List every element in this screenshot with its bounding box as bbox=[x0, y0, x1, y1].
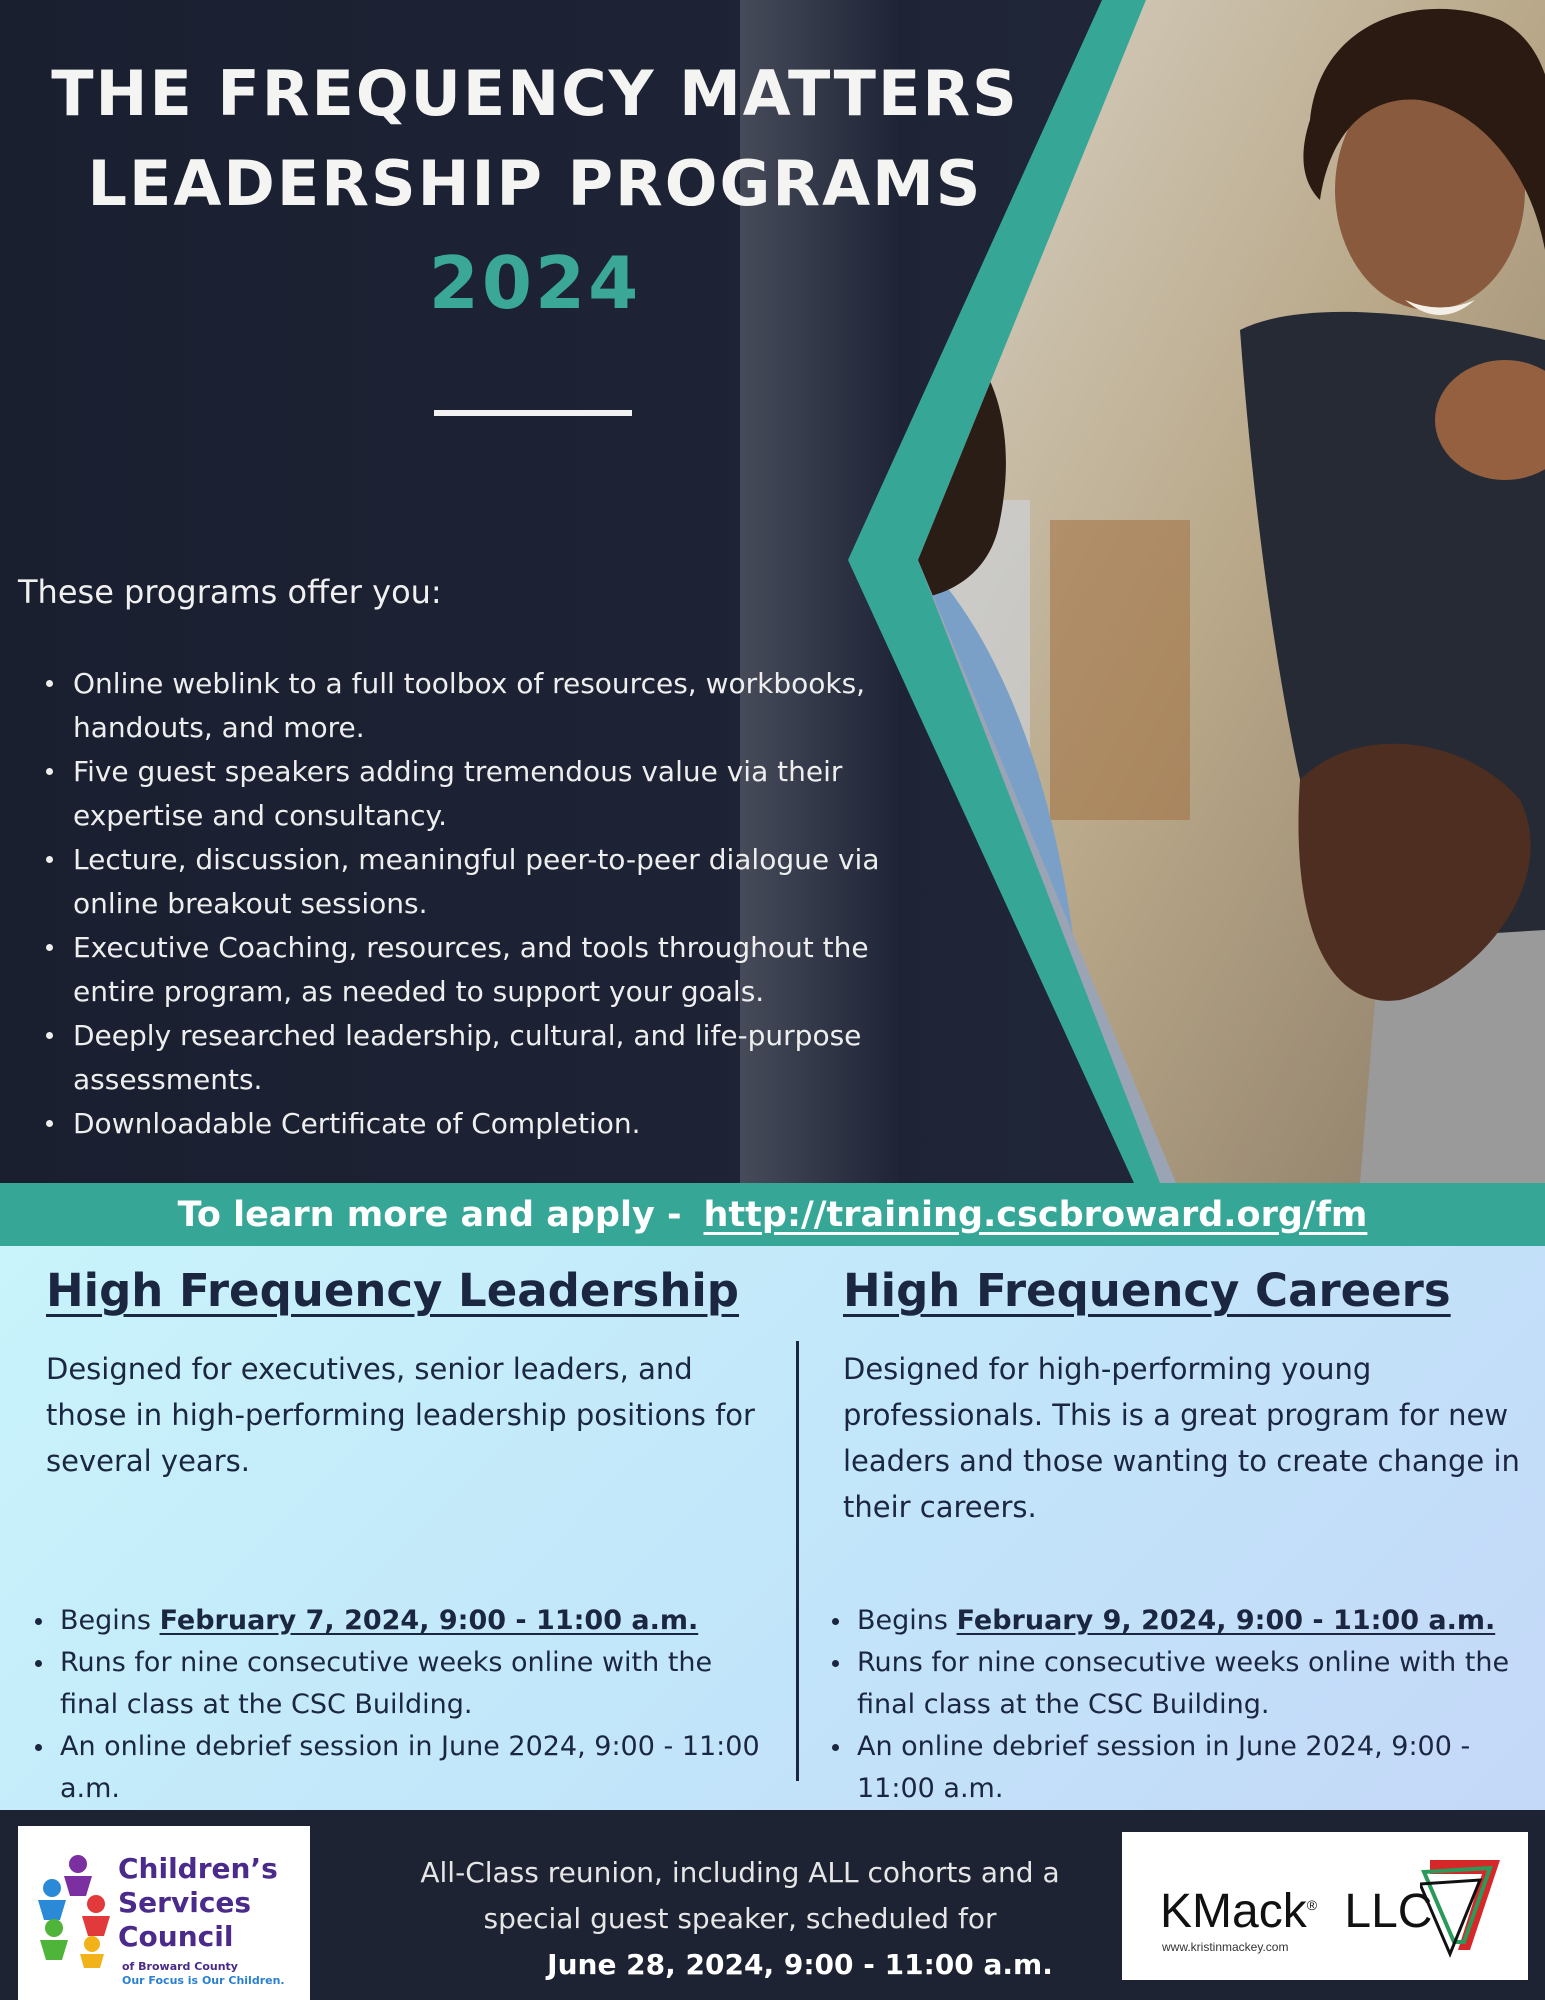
careers-details bbox=[827, 1600, 1527, 1810]
offer-item bbox=[40, 1102, 920, 1146]
begins-prefix: Begins bbox=[60, 1605, 151, 1636]
offer-intro: These programs offer you: bbox=[18, 573, 442, 611]
careers-title: High Frequency Careers bbox=[843, 1264, 1451, 1317]
kmack-seven-icon bbox=[1420, 1850, 1510, 1960]
bullet-icon bbox=[46, 1032, 53, 1039]
offer-item-text: Downloadable Certificate of Completion. bbox=[73, 1107, 641, 1140]
kmack-llc: LLC bbox=[1344, 1885, 1433, 1938]
offer-list bbox=[40, 662, 920, 1146]
offer-item bbox=[40, 662, 920, 750]
detail-item bbox=[30, 1642, 770, 1726]
detail-item bbox=[827, 1726, 1527, 1810]
leadership-details bbox=[30, 1600, 770, 1810]
bullet-icon bbox=[46, 768, 53, 775]
bullet-icon bbox=[832, 1618, 839, 1625]
bullet-icon bbox=[832, 1744, 839, 1751]
csc-tagline: Our Focus is Our Children. bbox=[122, 1974, 285, 1987]
detail-text: Runs for nine consecutive weeks online with the final class at the CSC Building. bbox=[857, 1647, 1510, 1720]
detail-item bbox=[30, 1726, 770, 1810]
offer-item-text: Lecture, discussion, meaningful peer-to-peer dialogue via online breakout sessions. bbox=[73, 843, 880, 920]
offer-item bbox=[40, 926, 920, 1014]
title-line-2: LEADERSHIP PROGRAMS bbox=[87, 147, 983, 220]
cta-label: To learn more and apply - bbox=[177, 1194, 682, 1235]
childrens-services-council-logo bbox=[18, 1826, 310, 2000]
kmack-wordmark bbox=[1160, 1884, 1432, 1939]
bullet-icon bbox=[35, 1618, 42, 1625]
begins-date: February 7, 2024, 9:00 - 11:00 a.m. bbox=[159, 1605, 699, 1636]
bullet-icon bbox=[46, 1120, 53, 1127]
column-divider bbox=[796, 1341, 799, 1781]
programs-section bbox=[0, 1246, 1545, 1810]
csc-name-line1: Children’s bbox=[118, 1852, 278, 1885]
csc-name-line2: Services bbox=[118, 1886, 252, 1919]
offer-item-text: Executive Coaching, resources, and tools throughout the entire program, as needed to support your goals. bbox=[73, 931, 869, 1008]
begins-date: February 9, 2024, 9:00 - 11:00 a.m. bbox=[956, 1605, 1496, 1636]
csc-subtitle: of Broward County bbox=[122, 1960, 238, 1973]
bullet-icon bbox=[46, 944, 53, 951]
detail-item bbox=[827, 1642, 1527, 1726]
bullet-icon bbox=[46, 680, 53, 687]
title-line-1: THE FREQUENCY MATTERS bbox=[51, 57, 1019, 130]
detail-text: An online debrief session in June 2024, 9:00 - 11:00 a.m. bbox=[857, 1731, 1471, 1804]
offer-item-text: Deeply researched leadership, cultural, and life-purpose assessments. bbox=[73, 1019, 862, 1096]
leadership-description: Designed for executives, senior leaders, and those in high-performing leadership positions for several years. bbox=[46, 1352, 755, 1478]
reunion-line2: special guest speaker, scheduled for bbox=[483, 1902, 997, 1935]
bullet-icon bbox=[35, 1660, 42, 1667]
cta-banner bbox=[0, 1183, 1545, 1246]
title-divider bbox=[434, 410, 632, 416]
bullet-icon bbox=[832, 1660, 839, 1667]
offer-item bbox=[40, 838, 920, 926]
careers-description: Designed for high-performing young professionals. This is a great program for new leaders and those wanting to create change in their careers. bbox=[843, 1352, 1520, 1524]
title-year: 2024 bbox=[428, 241, 642, 325]
offer-item-text: Five guest speakers adding tremendous value via their expertise and consultancy. bbox=[73, 755, 843, 832]
offer-item bbox=[40, 1014, 920, 1102]
leadership-title: High Frequency Leadership bbox=[46, 1264, 739, 1317]
kmack-llc-logo bbox=[1122, 1832, 1528, 1980]
kmack-url: www.kristinmackey.com bbox=[1162, 1940, 1289, 1954]
kmack-registered: ® bbox=[1306, 1897, 1318, 1913]
detail-item bbox=[827, 1600, 1527, 1642]
detail-text: Runs for nine consecutive weeks online with the final class at the CSC Building. bbox=[60, 1647, 713, 1720]
reunion-date: June 28, 2024, 9:00 - 11:00 a.m. bbox=[547, 1948, 1053, 1981]
begins-prefix: Begins bbox=[857, 1605, 948, 1636]
csc-figures-icon bbox=[30, 1848, 120, 1968]
detail-item bbox=[30, 1600, 770, 1642]
reunion-line1: All-Class reunion, including ALL cohorts and a bbox=[420, 1856, 1060, 1889]
offer-item bbox=[40, 750, 920, 838]
bullet-icon bbox=[46, 856, 53, 863]
kmack-name: KMack bbox=[1160, 1885, 1307, 1938]
reunion-notice bbox=[380, 1850, 1100, 1988]
footer bbox=[0, 1810, 1545, 2000]
offer-item-text: Online weblink to a full toolbox of resources, workbooks, handouts, and more. bbox=[73, 667, 866, 744]
bullet-icon bbox=[35, 1744, 42, 1751]
apply-link[interactable]: http://training.cscbroward.org/fm bbox=[703, 1194, 1368, 1235]
csc-name-line3: Council bbox=[118, 1920, 234, 1953]
detail-text: An online debrief session in June 2024, 9:00 - 11:00 a.m. bbox=[60, 1731, 760, 1804]
